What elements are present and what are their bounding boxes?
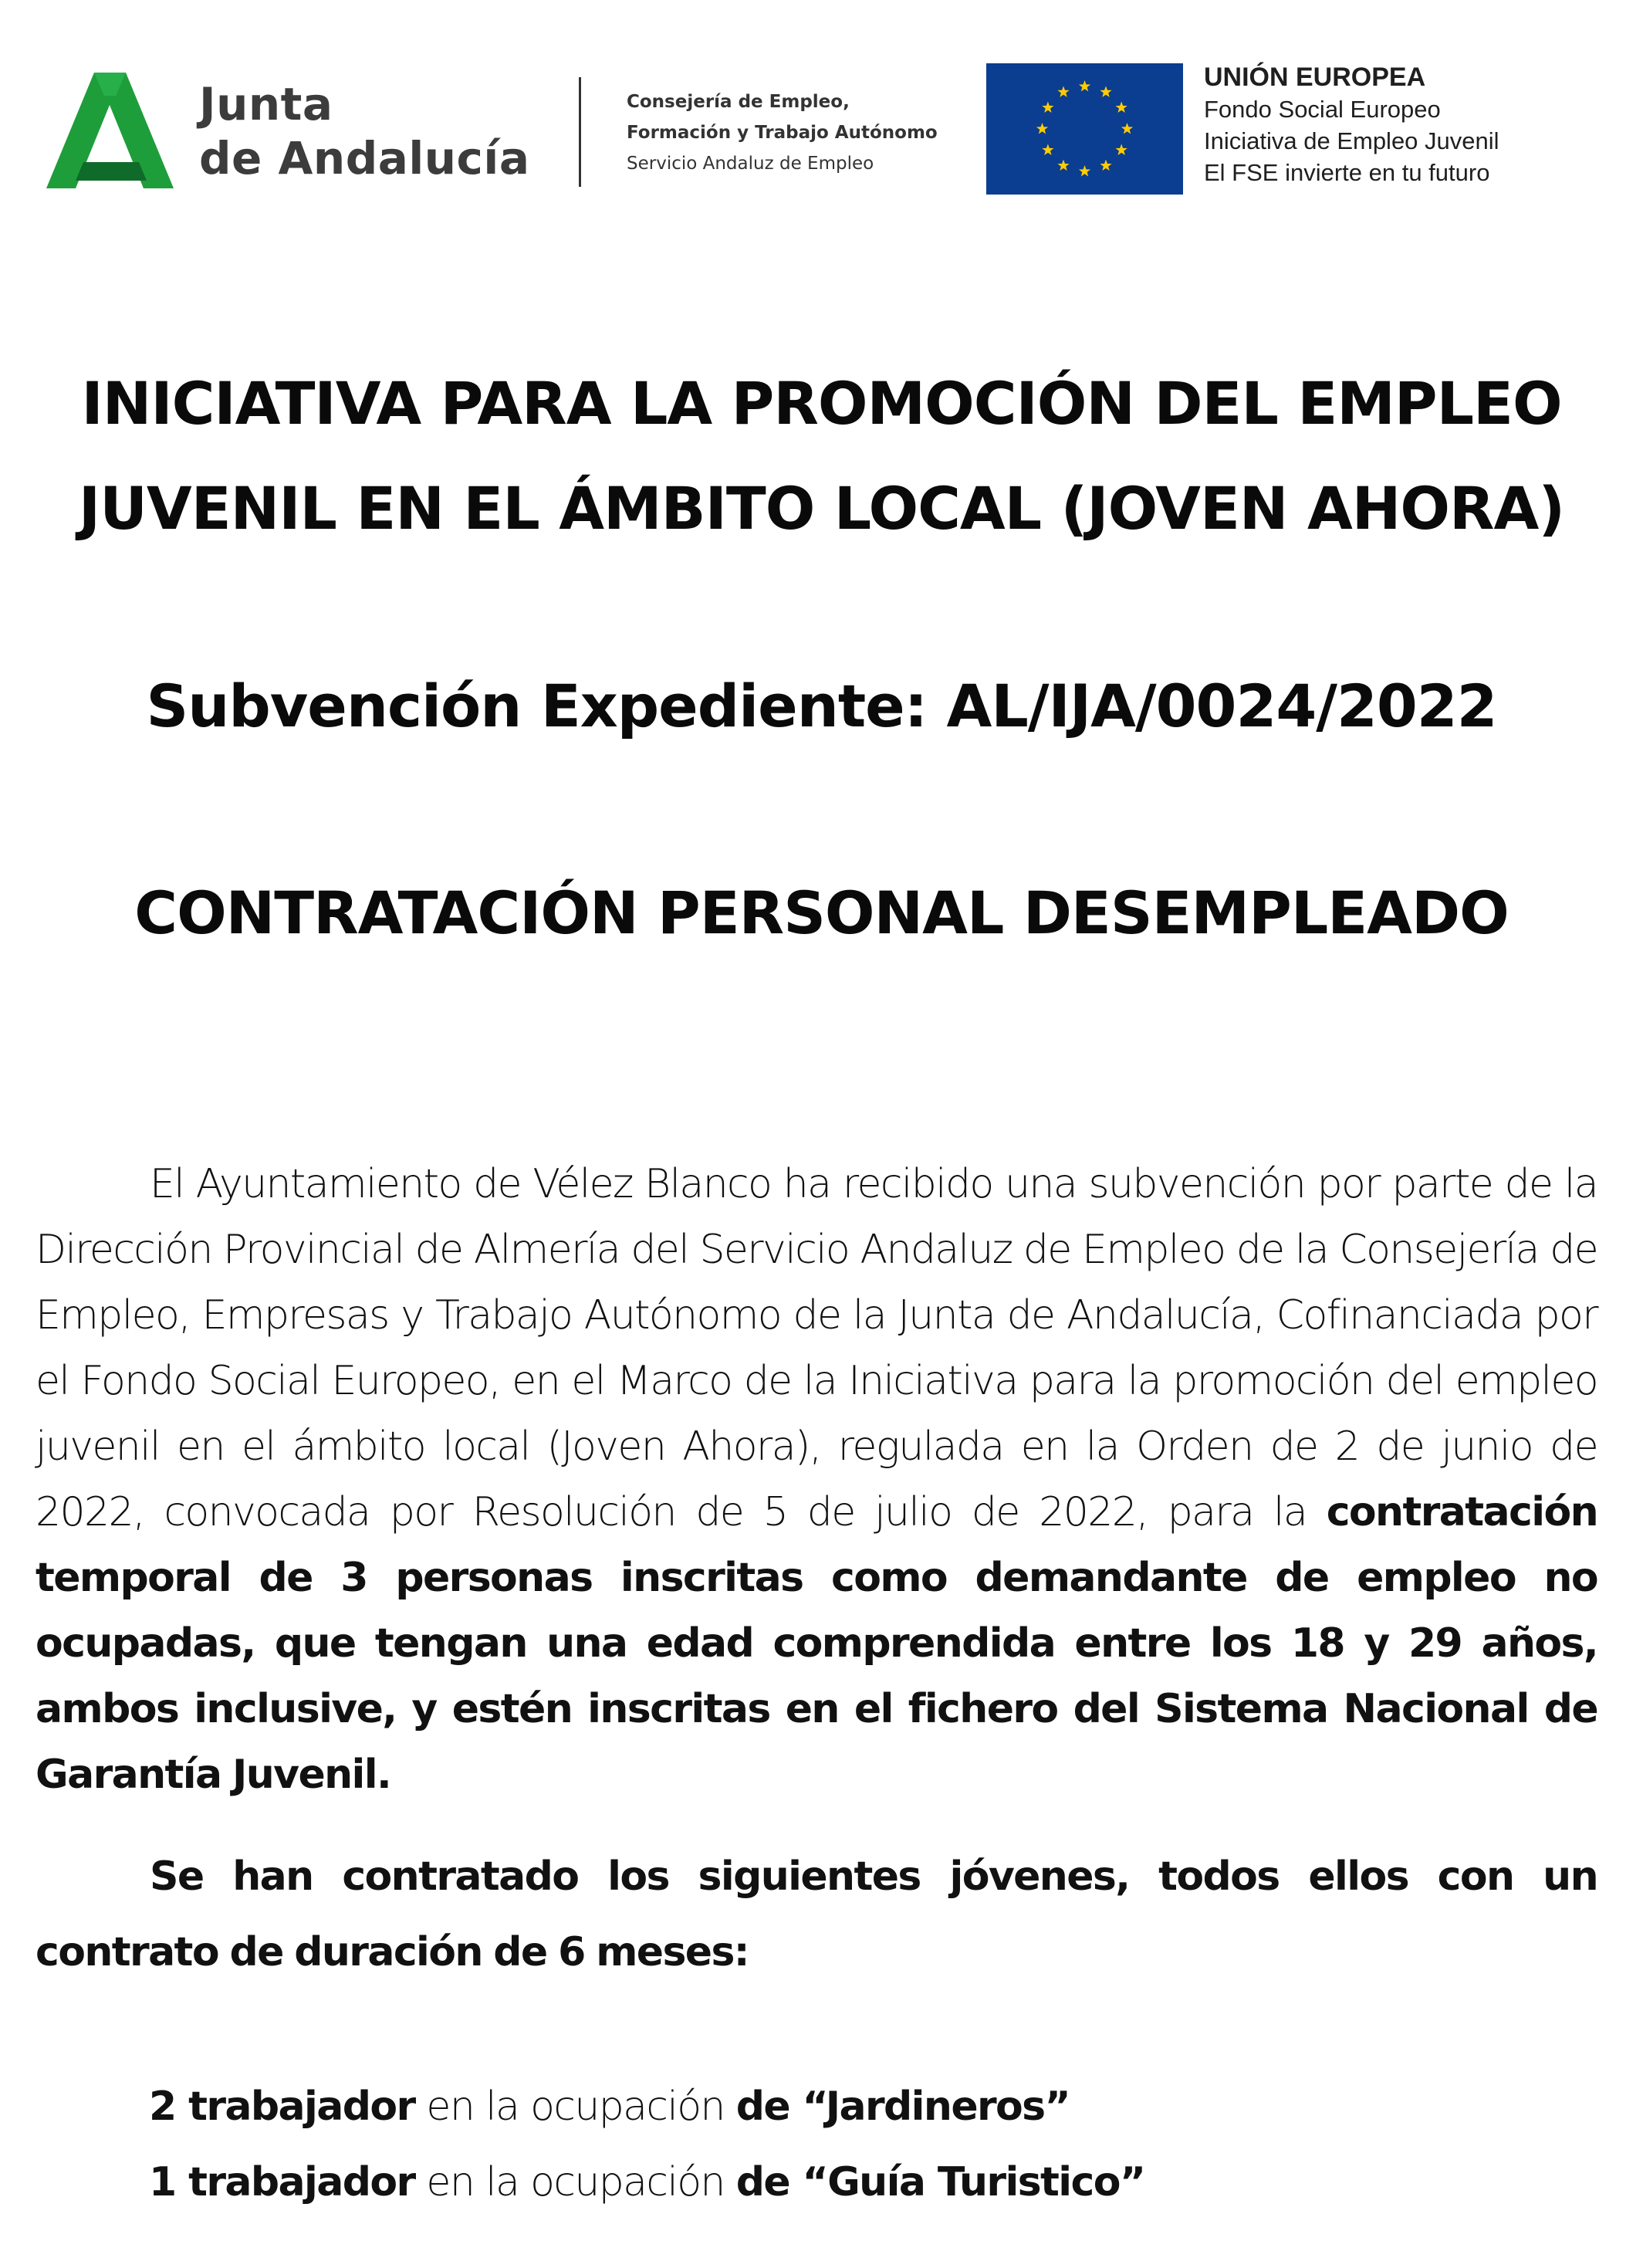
expediente-title: Subvención Expediente: AL/IJA/0024/2022 (146, 672, 1497, 740)
eu-flag-icon (986, 63, 1183, 195)
list-item (149, 2069, 1144, 2144)
main-title (0, 351, 1643, 561)
contract-occupation: de “Guía Turistico” (735, 2159, 1145, 2205)
consejeria-line-2: Formación y Trabajo Autónomo (627, 123, 938, 143)
junta-andalucia-wordmark (199, 77, 529, 185)
consejeria-line-1: Consejería de Empleo, (627, 92, 850, 112)
list-item (149, 2144, 1144, 2220)
eu-line-2: Iniciativa de Empleo Juvenil (1204, 127, 1499, 154)
eu-text-block (1204, 62, 1499, 188)
contract-occupation: de “Jardineros” (735, 2084, 1070, 2130)
eu-line-1: Fondo Social Europeo (1204, 96, 1441, 123)
main-title-line-1: INICIATIVA PARA LA PROMOCIÓN DEL EMPLEO (81, 369, 1562, 438)
body-paragraph-1 (35, 1152, 1597, 1808)
consejeria-line-3: Servicio Andaluz de Empleo (627, 154, 874, 174)
eu-line-3: El FSE invierte en tu futuro (1204, 159, 1490, 186)
section-title: CONTRATACIÓN PERSONAL DESEMPLEADO (134, 878, 1509, 947)
junta-line: Junta (199, 78, 333, 130)
andalucia-line: de Andalucía (199, 132, 530, 184)
header-divider (579, 77, 581, 187)
contract-count: 1 trabajador (149, 2159, 415, 2205)
contracts-list (149, 2069, 1144, 2220)
body-paragraph-1-text: El Ayuntamiento de Vélez Blanco ha recibido una subvención por parte de la Dirección Provincial de Almería del Servicio Andaluz de Empleo de la Consejería de Empleo, Empresas y Trabajo Autónomo de la Junta de Andalucía, Cofinanciada por el Fondo Social Europeo, en el Marco de la Iniciativa para la promoción del empleo juvenil en el ámbito local (Joven Ahora), regulada en la Orden de 2 de junio de 2022, convocada por Resolución de 5 de julio de 2022, para la (35, 1161, 1597, 1535)
body-paragraph-1-bold: contratación temporal de 3 personas inscritas como demandante de empleo no ocupadas, que tengan una edad comprendida entre los 18 y 29 años, ambos inclusive, y estén inscritas en el fichero del Sistema Nacional de Garantía Juvenil. (35, 1489, 1597, 1798)
consejeria-block (627, 86, 938, 179)
contract-mid: en la ocupación (414, 2084, 736, 2130)
body-paragraph-2: Se han contratado los siguientes jóvenes, todos ellos con un contrato de duración de 6 meses: (35, 1853, 1597, 1975)
contract-mid: en la ocupación (414, 2159, 736, 2205)
contract-count: 2 trabajador (149, 2084, 415, 2130)
main-title-line-2: JUVENIL EN EL ÁMBITO LOCAL (JOVEN AHORA) (78, 474, 1565, 543)
eu-title: UNIÓN EUROPEA (1204, 63, 1426, 92)
junta-andalucia-logo-icon (46, 73, 174, 188)
page-header (46, 62, 1597, 201)
